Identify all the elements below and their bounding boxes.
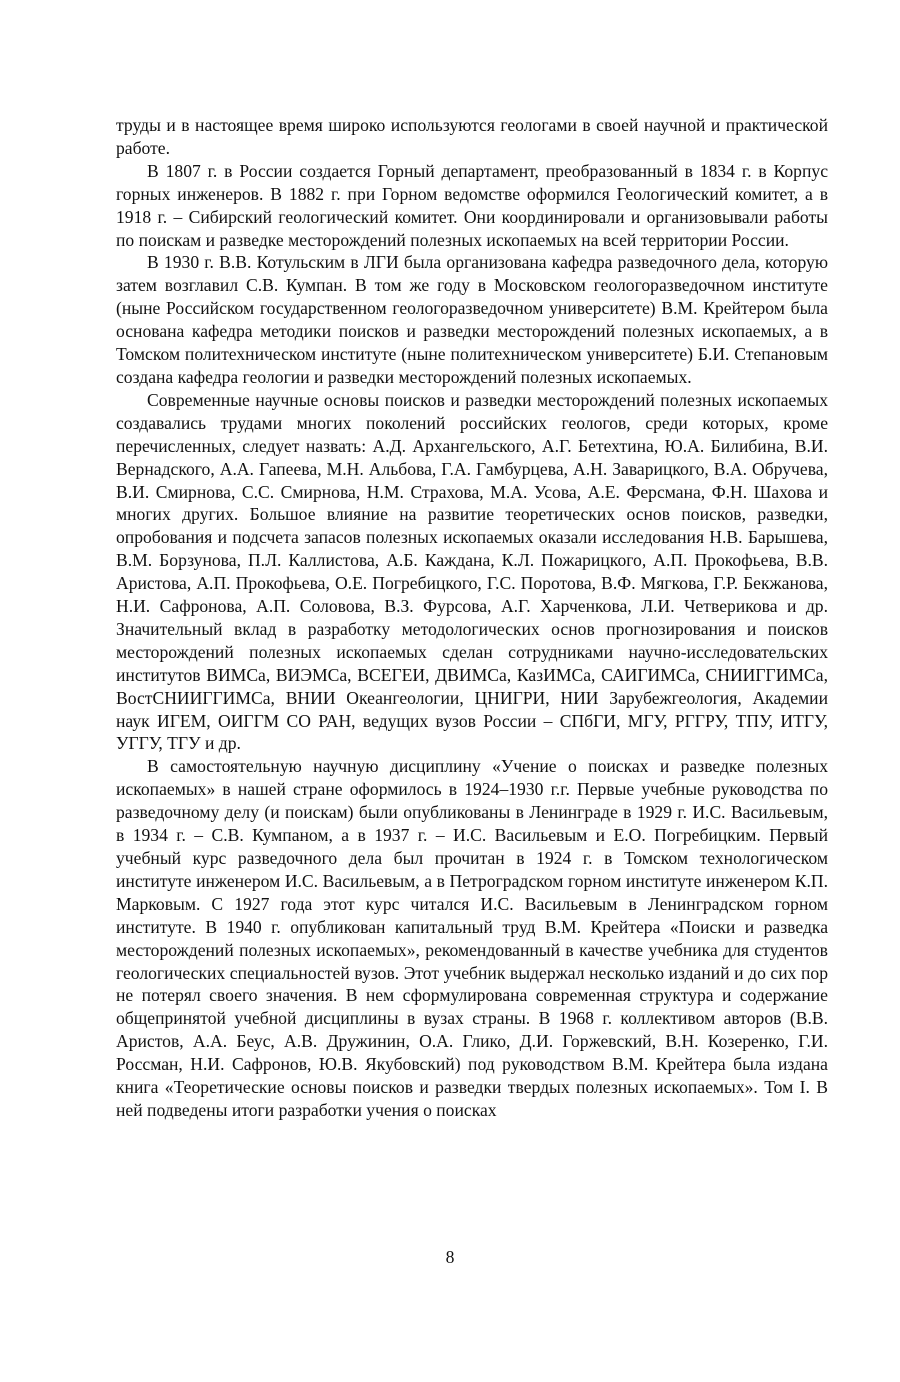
- paragraph-scientific-foundations: Современные научные основы поисков и разведки месторождений полезных ископаемых создавались трудами многих поколений российских геологов, среди которых, кроме перечисленных, следует назвать: А.Д. Архангельского, А.Г. Бетехтина, Ю.А. Билибина, В.И. Вернадского, А.А. Гапеева, М.Н. Альбова, Г.А. Гамбурцева, А.Н. Заварицкого, В.А. Обручева, В.И. Смирнова, С.С. Смирнова, Н.М. Страхова, М.А. Усова, А.Е. Ферсмана, Ф.Н. Шахова и многих других. Большое влияние на развитие теоретических основ поисков, разведки, опробования и подсчета запасов полезных ископаемых оказали исследования Н.В. Барышева, В.М. Борзунова, П.Л. Каллистова, А.Б. Каждана, К.Л. Пожарицкого, А.П. Прокофьева, В.В. Аристова, А.П. Прокофьева, О.Е. Погребицкого, Г.С. Поротова, В.Ф. Мягкова, Г.Р. Бекжанова, Н.И. Сафронова, А.П. Соловова, В.З. Фурсова, А.Г. Харченкова, Л.И. Четверикова и др. Значительный вклад в разработку методологических основ прогнозирования и поисков месторождений полезных ископаемых сделан сотрудниками научно-исследовательских институтов ВИМСа, ВИЭМСа, ВСЕГЕИ, ДВИМСа, КазИМСа, САИГИМСа, СНИИГГИМСа, ВостСНИИГГИМСа, ВНИИ Океангеологии, ЦНИГРИ, НИИ Зарубежгеология, Академии наук ИГЕМ, ОИГГМ СО РАН, ведущих вузов России – СПбГИ, МГУ, РГГРУ, ТПУ, ИТГУ, УГГУ, ТГУ и др.: [116, 389, 828, 754]
- paragraph-discipline-history: В самостоятельную научную дисциплину «Учение о поисках и разведке полезных ископаемых» в нашей стране оформилось в 1924–1930 г.г. Первые учебные руководства по разведочному делу (и поискам) были опубликованы в Ленинграде в 1929 г. И.С. Васильевым, в 1934 г. – С.В. Кумпаном, а в 1937 г. – И.С. Васильевым и Е.О. Погребицким. Первый учебный курс разведочного дела был прочитан в 1924 г. в Томском технологическом институте инженером И.С. Васильевым, а в Петроградском горном институте инженером К.П. Марковым. С 1927 года этот курс читался И.С. Васильевым в Ленинградском горном институте. В 1940 г. опубликован капитальный труд В.М. Крейтера «Поиски и разведка месторождений полезных ископаемых», рекомендованный в качестве учебника для студентов геологических специальностей вузов. Этот учебник выдержал несколько изданий и до сих пор не потерял своего значения. В нем сформулирована современная структура и содержание общепринятой учебной дисциплины в вузах страны. В 1968 г. коллективом авторов (В.В. Аристов, А.А. Беус, А.В. Дружинин, О.А. Глико, Д.И. Горжевский, В.Н. Козеренко, Г.И. Россман, Н.И. Сафронов, Ю.В. Якубовский) под руководством В.М. Крейтера была издана книга «Теоретические основы поисков и разведки твердых полезных ископаемых». Том I. В ней подведены итоги разработки учения о поисках: [116, 756, 828, 1120]
- paragraph-exploration-chairs: В 1930 г. В.В. Котульским в ЛГИ была организована кафедра разведочного дела, которую затем возглавил С.В. Кумпан. В том же году в Московском геологоразведочном институте (ныне Российском государственном геологоразведочном университете) В.М. Крейтером была основана кафедра методики поисков и разведки месторождений полезных ископаемых, а в Томском политехническом институте (ныне политехническом университете) Б.И. Степановым создана кафедра геологии и разведки месторождений полезных ископаемых.: [116, 252, 828, 387]
- page-number: 8: [445, 1247, 455, 1267]
- paragraph-mining-department: В 1807 г. в России создается Горный департамент, преобразованный в 1834 г. в Корпус горных инженеров. В 1882 г. при Горном ведомстве оформился Геологический комитет, а в 1918 г. – Сибирский геологический комитет. Они координировали и организовывали работы по поискам и разведке месторождений полезных ископаемых на всей территории России.: [116, 160, 828, 250]
- body-text: [116, 114, 828, 1122]
- paragraph-continued: труды и в настоящее время широко используются геологами в своей научной и практической работе.: [116, 115, 828, 158]
